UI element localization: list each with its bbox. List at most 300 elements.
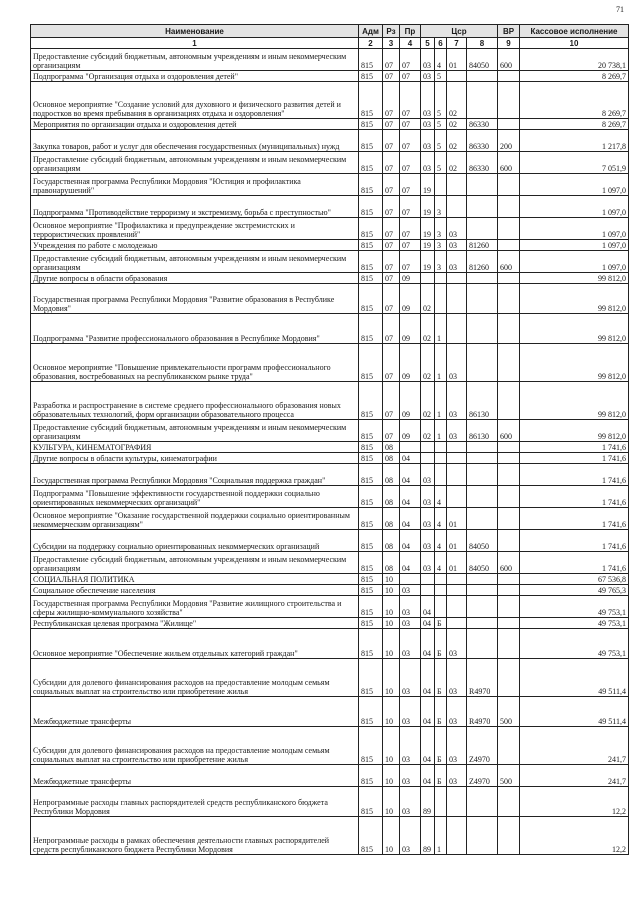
row-csr-event — [447, 618, 467, 629]
row-csr-subprogram: 4 — [435, 486, 447, 508]
row-adm: 815 — [359, 420, 383, 442]
table-row — [31, 596, 629, 618]
row-pr: 07 — [400, 130, 421, 152]
row-amount: 12,2 — [520, 817, 629, 855]
row-csr-direction: 81260 — [467, 240, 498, 251]
row-name: Государственная программа Республики Мордовия "Юстиция и профилактика правонарушений" — [31, 174, 359, 196]
row-csr-direction — [467, 486, 498, 508]
row-rz: 07 — [383, 251, 400, 273]
row-pr: 04 — [400, 453, 421, 464]
row-csr-event: 03 — [447, 344, 467, 382]
row-csr-direction: 84050 — [467, 530, 498, 552]
row-csr-subprogram — [435, 453, 447, 464]
row-pr: 09 — [400, 284, 421, 314]
column-number: 8 — [467, 38, 498, 49]
row-adm: 815 — [359, 596, 383, 618]
table-row — [31, 152, 629, 174]
table-row — [31, 787, 629, 817]
row-csr-program: 04 — [421, 765, 435, 787]
row-vr — [498, 817, 520, 855]
row-vr — [498, 530, 520, 552]
row-amount: 8 269,7 — [520, 71, 629, 82]
row-csr-program — [421, 585, 435, 596]
row-csr-program — [421, 442, 435, 453]
row-name: Республиканская целевая программа "Жилище" — [31, 618, 359, 629]
row-amount: 1 097,0 — [520, 240, 629, 251]
row-rz: 08 — [383, 530, 400, 552]
row-csr-event: 01 — [447, 552, 467, 574]
row-adm: 815 — [359, 71, 383, 82]
row-csr-event — [447, 71, 467, 82]
row-csr-subprogram: 3 — [435, 251, 447, 273]
table-row — [31, 71, 629, 82]
row-rz: 10 — [383, 618, 400, 629]
header-amount: Кассовое исполнение — [520, 25, 629, 38]
row-name: Непрограммные расходы в рамках обеспечения деятельности главных распорядителей средств республиканского бюджета Республики Мордовия — [31, 817, 359, 855]
row-csr-direction — [467, 314, 498, 344]
row-csr-event — [447, 273, 467, 284]
column-number: 3 — [383, 38, 400, 49]
row-amount: 99 812,0 — [520, 314, 629, 344]
row-csr-event: 03 — [447, 240, 467, 251]
row-csr-program — [421, 273, 435, 284]
row-adm: 815 — [359, 659, 383, 697]
table-row — [31, 817, 629, 855]
row-csr-subprogram: 4 — [435, 530, 447, 552]
row-rz: 07 — [383, 119, 400, 130]
header-adm: Адм — [359, 25, 383, 38]
table-row — [31, 765, 629, 787]
row-adm: 815 — [359, 196, 383, 218]
row-csr-program: 04 — [421, 727, 435, 765]
row-name: Другие вопросы в области культуры, кинематографии — [31, 453, 359, 464]
row-name: Предоставление субсидий бюджетным, автономным учреждениям и иным некоммерческим организациям — [31, 251, 359, 273]
row-csr-direction — [467, 453, 498, 464]
header-name: Наименование — [31, 25, 359, 38]
row-csr-program: 04 — [421, 659, 435, 697]
row-rz: 07 — [383, 82, 400, 119]
row-name: Подпрограмма "Развитие профессионального образования в Республике Мордовия" — [31, 314, 359, 344]
row-adm: 815 — [359, 174, 383, 196]
row-name: Основное мероприятие "Повышение привлекательности программ профессионального образования, востребованных на республиканском рынке труда" — [31, 344, 359, 382]
row-csr-program: 04 — [421, 596, 435, 618]
row-rz: 10 — [383, 629, 400, 659]
table-row — [31, 629, 629, 659]
row-csr-subprogram: 4 — [435, 508, 447, 530]
row-name: Основное мероприятие "Профилактика и предупреждение экстремистских и террористических проявлений" — [31, 218, 359, 240]
table-row — [31, 382, 629, 420]
row-vr — [498, 596, 520, 618]
row-adm: 815 — [359, 130, 383, 152]
row-csr-event: 01 — [447, 530, 467, 552]
row-name: Предоставление субсидий бюджетным, автономным учреждениям и иным некоммерческим организациям — [31, 552, 359, 574]
row-csr-program: 02 — [421, 344, 435, 382]
row-vr — [498, 284, 520, 314]
row-csr-subprogram: Б — [435, 765, 447, 787]
row-rz: 07 — [383, 314, 400, 344]
row-rz: 08 — [383, 552, 400, 574]
row-adm: 815 — [359, 382, 383, 420]
row-adm: 815 — [359, 486, 383, 508]
row-amount: 49 753,1 — [520, 618, 629, 629]
row-csr-direction: R4970 — [467, 659, 498, 697]
row-name: Межбюджетные трансферты — [31, 697, 359, 727]
row-rz: 08 — [383, 486, 400, 508]
row-csr-subprogram — [435, 174, 447, 196]
table-row — [31, 453, 629, 464]
row-csr-direction — [467, 71, 498, 82]
table-header-row — [31, 25, 629, 38]
row-pr: 07 — [400, 218, 421, 240]
row-vr — [498, 486, 520, 508]
row-csr-program: 02 — [421, 284, 435, 314]
row-csr-subprogram: 1 — [435, 420, 447, 442]
row-csr-program: 03 — [421, 508, 435, 530]
row-name: Подпрограмма "Повышение эффективности государственной поддержки социально ориентированных некоммерческих организаций" — [31, 486, 359, 508]
row-amount: 49 753,1 — [520, 596, 629, 618]
row-rz: 07 — [383, 49, 400, 71]
row-csr-program: 19 — [421, 218, 435, 240]
row-adm: 815 — [359, 240, 383, 251]
row-csr-direction: Z4970 — [467, 765, 498, 787]
row-csr-event: 01 — [447, 508, 467, 530]
row-pr: 09 — [400, 420, 421, 442]
row-csr-direction — [467, 464, 498, 486]
row-vr — [498, 382, 520, 420]
row-csr-direction: 86330 — [467, 152, 498, 174]
row-pr: 07 — [400, 82, 421, 119]
row-amount: 241,7 — [520, 727, 629, 765]
row-vr — [498, 119, 520, 130]
row-csr-direction: 84050 — [467, 552, 498, 574]
row-csr-event: 03 — [447, 765, 467, 787]
row-csr-subprogram: 5 — [435, 82, 447, 119]
row-csr-event — [447, 314, 467, 344]
row-vr — [498, 273, 520, 284]
table-row — [31, 49, 629, 71]
row-csr-program: 04 — [421, 697, 435, 727]
row-csr-event — [447, 442, 467, 453]
row-csr-program: 19 — [421, 196, 435, 218]
row-csr-program: 89 — [421, 817, 435, 855]
row-vr: 600 — [498, 49, 520, 71]
row-name: Предоставление субсидий бюджетным, автономным учреждениям и иным некоммерческим организациям — [31, 152, 359, 174]
row-pr: 07 — [400, 174, 421, 196]
row-rz: 08 — [383, 453, 400, 464]
row-vr — [498, 659, 520, 697]
row-csr-event — [447, 174, 467, 196]
row-csr-event: 03 — [447, 659, 467, 697]
row-csr-subprogram: 1 — [435, 344, 447, 382]
row-rz: 07 — [383, 174, 400, 196]
row-pr: 03 — [400, 787, 421, 817]
table-row — [31, 82, 629, 119]
row-pr: 07 — [400, 119, 421, 130]
table-row — [31, 119, 629, 130]
row-amount: 99 812,0 — [520, 344, 629, 382]
row-vr: 500 — [498, 697, 520, 727]
row-vr — [498, 240, 520, 251]
row-csr-subprogram: Б — [435, 659, 447, 697]
row-csr-subprogram — [435, 464, 447, 486]
row-pr: 03 — [400, 765, 421, 787]
row-csr-direction — [467, 174, 498, 196]
row-csr-direction — [467, 508, 498, 530]
row-csr-subprogram: 3 — [435, 196, 447, 218]
row-csr-subprogram — [435, 787, 447, 817]
row-adm: 815 — [359, 119, 383, 130]
row-adm: 815 — [359, 530, 383, 552]
row-pr: 09 — [400, 382, 421, 420]
row-amount: 1 741,6 — [520, 530, 629, 552]
row-csr-event — [447, 817, 467, 855]
row-csr-direction — [467, 618, 498, 629]
row-amount: 1 741,6 — [520, 552, 629, 574]
column-number: 5 — [421, 38, 435, 49]
row-rz: 10 — [383, 659, 400, 697]
row-vr — [498, 314, 520, 344]
row-csr-direction — [467, 273, 498, 284]
header-csr: Цср — [421, 25, 498, 38]
row-pr: 07 — [400, 240, 421, 251]
row-csr-event: 02 — [447, 119, 467, 130]
row-csr-subprogram: Б — [435, 727, 447, 765]
row-pr: 03 — [400, 618, 421, 629]
row-csr-subprogram: 1 — [435, 314, 447, 344]
row-pr: 03 — [400, 817, 421, 855]
row-name: Основное мероприятие "Создание условий для духовного и физического развития детей и подростков во время пребывания в организациях отдыха и оздоровления" — [31, 82, 359, 119]
row-adm: 815 — [359, 251, 383, 273]
row-rz: 07 — [383, 152, 400, 174]
table-row — [31, 618, 629, 629]
row-rz: 10 — [383, 727, 400, 765]
row-pr: 07 — [400, 196, 421, 218]
table-body — [31, 49, 629, 855]
row-amount: 49 765,3 — [520, 585, 629, 596]
table-row — [31, 486, 629, 508]
row-csr-direction — [467, 787, 498, 817]
row-name: КУЛЬТУРА, КИНЕМАТОГРАФИЯ — [31, 442, 359, 453]
row-csr-direction — [467, 218, 498, 240]
table-row — [31, 218, 629, 240]
row-name: Субсидии для долевого финансирования расходов на предоставление молодым семьям социальных выплат на строительство или приобретение жилья — [31, 727, 359, 765]
row-name: Разработка и распространение в системе среднего профессионального образования новых образовательных технологий, форм организации образовательного процесса — [31, 382, 359, 420]
row-amount: 241,7 — [520, 765, 629, 787]
row-vr — [498, 585, 520, 596]
row-csr-event: 02 — [447, 130, 467, 152]
row-name: Государственная программа Республики Мордовия "Социальная поддержка граждан" — [31, 464, 359, 486]
row-adm: 815 — [359, 218, 383, 240]
budget-table — [30, 24, 629, 855]
row-adm: 815 — [359, 618, 383, 629]
row-rz: 07 — [383, 273, 400, 284]
row-vr: 600 — [498, 420, 520, 442]
row-vr: 600 — [498, 552, 520, 574]
row-csr-program: 03 — [421, 49, 435, 71]
row-adm: 815 — [359, 464, 383, 486]
row-name: Субсидии на поддержку социально ориентированных некоммерческих организаций — [31, 530, 359, 552]
row-csr-program: 04 — [421, 629, 435, 659]
table-row — [31, 420, 629, 442]
row-pr: 04 — [400, 530, 421, 552]
row-pr: 07 — [400, 152, 421, 174]
row-pr: 03 — [400, 659, 421, 697]
row-amount: 49 511,4 — [520, 659, 629, 697]
row-csr-program: 03 — [421, 71, 435, 82]
row-adm: 815 — [359, 765, 383, 787]
row-name: Закупка товаров, работ и услуг для обеспечения государственных (муниципальных) нужд — [31, 130, 359, 152]
row-amount: 1 741,6 — [520, 453, 629, 464]
row-csr-direction — [467, 284, 498, 314]
row-csr-program: 03 — [421, 486, 435, 508]
row-adm: 815 — [359, 552, 383, 574]
table-row — [31, 574, 629, 585]
column-number: 2 — [359, 38, 383, 49]
row-csr-event — [447, 284, 467, 314]
row-adm: 815 — [359, 314, 383, 344]
row-csr-program: 19 — [421, 251, 435, 273]
row-vr — [498, 453, 520, 464]
row-csr-direction — [467, 585, 498, 596]
row-adm: 815 — [359, 152, 383, 174]
row-rz: 07 — [383, 196, 400, 218]
row-csr-event — [447, 596, 467, 618]
row-csr-program: 03 — [421, 130, 435, 152]
row-amount: 67 536,8 — [520, 574, 629, 585]
row-csr-subprogram: 5 — [435, 71, 447, 82]
row-csr-event: 03 — [447, 218, 467, 240]
row-csr-program: 19 — [421, 240, 435, 251]
table-row — [31, 196, 629, 218]
row-rz: 08 — [383, 464, 400, 486]
row-vr — [498, 787, 520, 817]
row-csr-subprogram: 4 — [435, 552, 447, 574]
row-csr-subprogram — [435, 596, 447, 618]
row-name: Предоставление субсидий бюджетным, автономным учреждениям и иным некоммерческим организациям — [31, 420, 359, 442]
row-amount: 99 812,0 — [520, 382, 629, 420]
row-rz: 07 — [383, 420, 400, 442]
row-pr: 03 — [400, 727, 421, 765]
row-vr — [498, 174, 520, 196]
row-csr-event: 03 — [447, 727, 467, 765]
row-csr-program: 03 — [421, 530, 435, 552]
row-csr-subprogram — [435, 574, 447, 585]
row-pr: 03 — [400, 697, 421, 727]
row-name: Межбюджетные трансферты — [31, 765, 359, 787]
row-name: Социальное обеспечение населения — [31, 585, 359, 596]
row-adm: 815 — [359, 82, 383, 119]
row-csr-program — [421, 574, 435, 585]
row-csr-subprogram: 5 — [435, 130, 447, 152]
row-csr-subprogram: 3 — [435, 218, 447, 240]
row-amount: 1 741,6 — [520, 508, 629, 530]
row-csr-direction — [467, 442, 498, 453]
row-name: Подпрограмма "Организация отдыха и оздоровления детей" — [31, 71, 359, 82]
column-number: 4 — [400, 38, 421, 49]
header-pr: Пр — [400, 25, 421, 38]
row-vr — [498, 344, 520, 382]
row-csr-direction: Z4970 — [467, 727, 498, 765]
row-pr: 03 — [400, 629, 421, 659]
row-name: Другие вопросы в области образования — [31, 273, 359, 284]
row-amount: 99 812,0 — [520, 273, 629, 284]
row-adm: 815 — [359, 574, 383, 585]
row-name: Предоставление субсидий бюджетным, автономным учреждениям и иным некоммерческим организациям — [31, 49, 359, 71]
row-adm: 815 — [359, 442, 383, 453]
row-amount: 20 738,1 — [520, 49, 629, 71]
table-row — [31, 130, 629, 152]
row-csr-direction — [467, 817, 498, 855]
row-csr-subprogram: 3 — [435, 240, 447, 251]
row-rz: 07 — [383, 130, 400, 152]
row-pr: 07 — [400, 251, 421, 273]
row-vr — [498, 727, 520, 765]
row-csr-subprogram — [435, 442, 447, 453]
table-row — [31, 697, 629, 727]
row-name: Учреждения по работе с молодежью — [31, 240, 359, 251]
row-csr-subprogram: Б — [435, 629, 447, 659]
row-csr-subprogram: 1 — [435, 817, 447, 855]
row-adm: 815 — [359, 817, 383, 855]
row-amount: 1 741,6 — [520, 486, 629, 508]
row-vr — [498, 464, 520, 486]
table-row — [31, 314, 629, 344]
row-amount: 1 097,0 — [520, 218, 629, 240]
row-rz: 07 — [383, 284, 400, 314]
row-csr-subprogram — [435, 585, 447, 596]
row-amount: 49 511,4 — [520, 697, 629, 727]
row-csr-direction: 86130 — [467, 420, 498, 442]
row-vr — [498, 574, 520, 585]
row-amount: 49 753,1 — [520, 629, 629, 659]
row-vr: 500 — [498, 765, 520, 787]
row-amount: 1 741,6 — [520, 442, 629, 453]
row-name: Мероприятия по организации отдыха и оздоровления детей — [31, 119, 359, 130]
row-adm: 815 — [359, 49, 383, 71]
row-vr — [498, 508, 520, 530]
row-csr-program: 89 — [421, 787, 435, 817]
row-adm: 815 — [359, 273, 383, 284]
row-amount: 12,2 — [520, 787, 629, 817]
row-amount: 1 741,6 — [520, 464, 629, 486]
row-adm: 815 — [359, 508, 383, 530]
row-csr-direction — [467, 596, 498, 618]
row-amount: 8 269,7 — [520, 82, 629, 119]
table-row — [31, 344, 629, 382]
column-number: 10 — [520, 38, 629, 49]
row-csr-subprogram: Б — [435, 697, 447, 727]
row-pr — [400, 442, 421, 453]
row-amount: 1 097,0 — [520, 174, 629, 196]
row-csr-event — [447, 464, 467, 486]
row-pr: 04 — [400, 508, 421, 530]
row-csr-event: 03 — [447, 629, 467, 659]
row-csr-subprogram: 5 — [435, 152, 447, 174]
row-vr — [498, 71, 520, 82]
row-csr-direction — [467, 196, 498, 218]
row-name: СОЦИАЛЬНАЯ ПОЛИТИКА — [31, 574, 359, 585]
row-vr — [498, 218, 520, 240]
row-adm: 815 — [359, 284, 383, 314]
row-csr-event: 01 — [447, 49, 467, 71]
row-csr-program: 03 — [421, 82, 435, 119]
row-pr: 09 — [400, 273, 421, 284]
column-number: 9 — [498, 38, 520, 49]
row-pr: 09 — [400, 344, 421, 382]
row-amount: 99 812,0 — [520, 284, 629, 314]
row-csr-program: 03 — [421, 152, 435, 174]
row-adm: 815 — [359, 727, 383, 765]
